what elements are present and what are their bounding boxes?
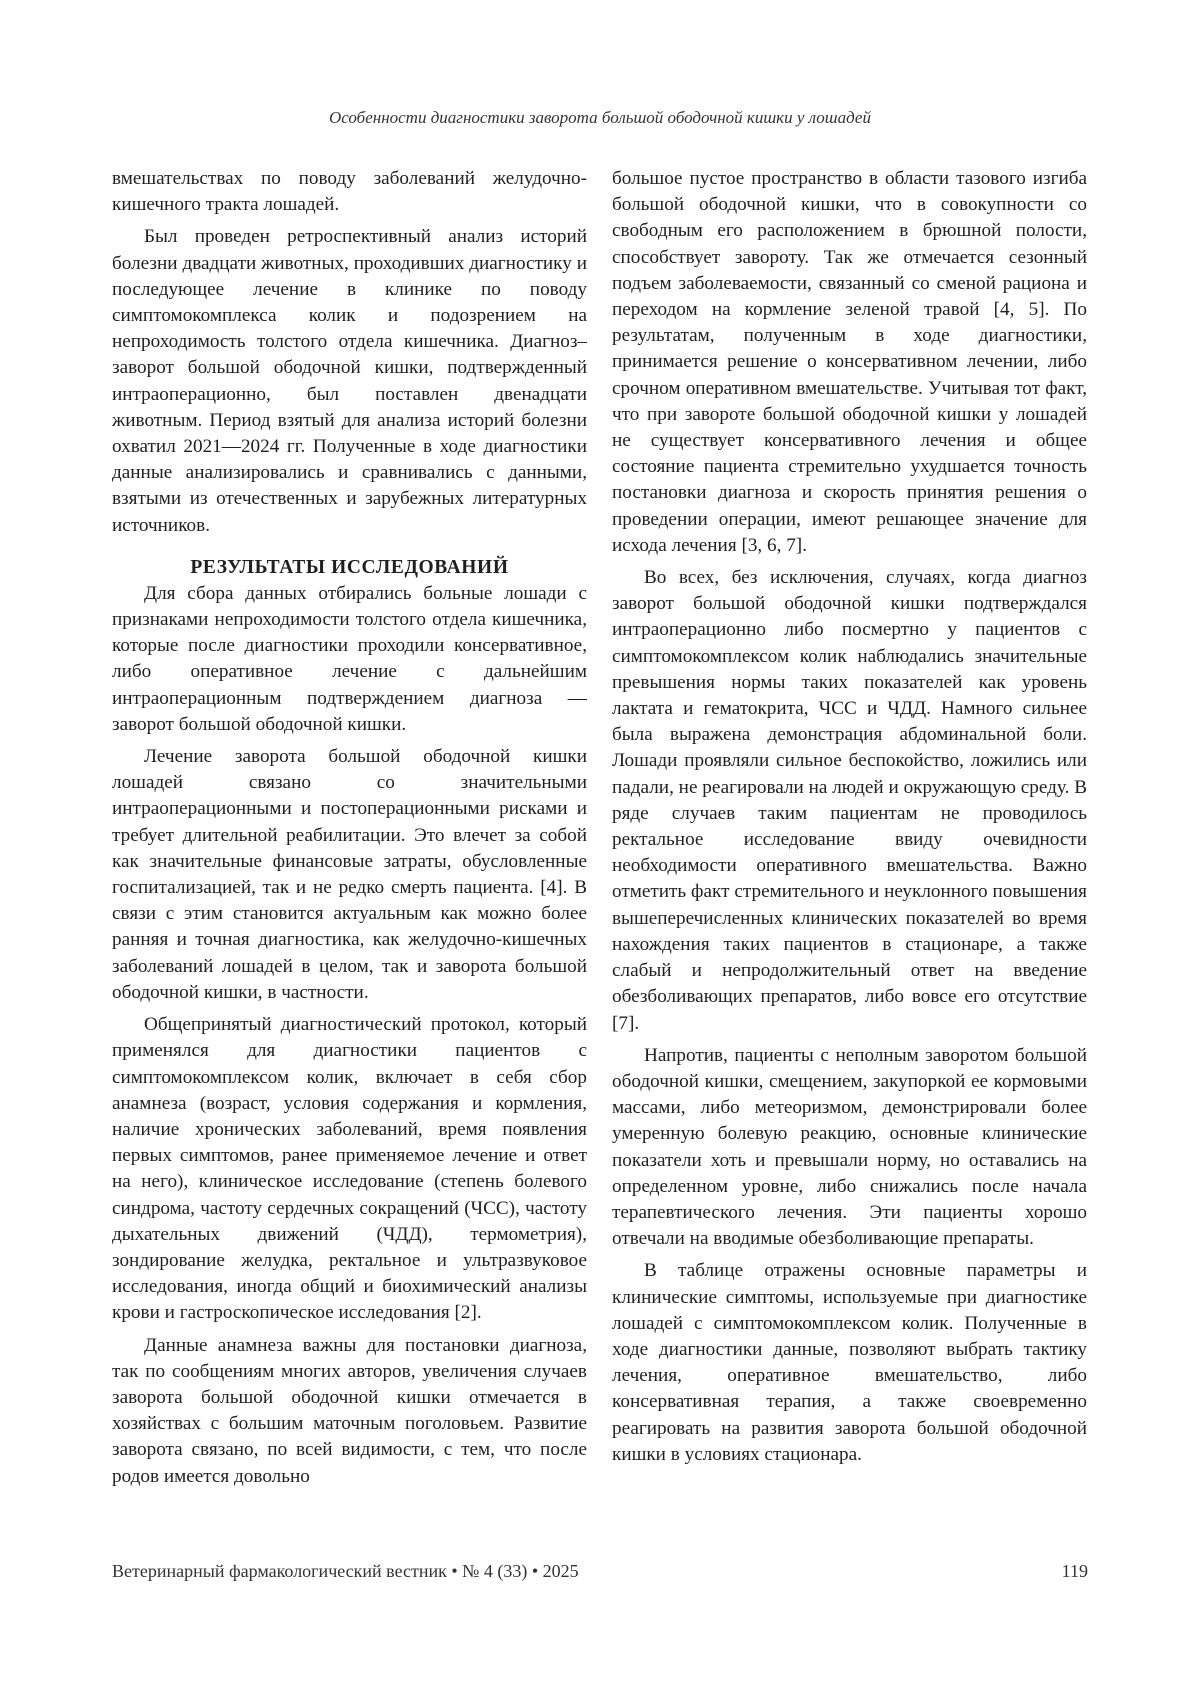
paragraph: Данные анамнеза важны для постановки диагноза, так по сообщениям многих авторов, увеличения случаев заворота большой ободочной кишки отмечается в хозяйствах с большим маточным поголовьем. Развитие заворота связано, по всей видимости, с тем, что после родов имеется довольно <box>112 1334 587 1487</box>
paragraph: Был проведен ретроспективный анализ историй болезни двадцати животных, проходивших диагностику и последующее лечение в клинике по поводу симптомокомплекса колик и подозрением на непроходимость толстого отдела кишечника. Диагноз–заворот большой ободочной кишки, подтвержденный интраоперационно, был поставлен двенадцати животным. Период взятый для анализа историй болезни охватил 2021—2024 гг. Полученные в ходе диагностики данные анализировались и сравнивались с данными, взятыми из отечественных и зарубежных литературных источников. <box>112 226 587 536</box>
paragraph: Во всех, без исключения, случаях, когда диагноз заворот большой ободочной кишки подтверждался интраоперационно либо посмертно у пациентов с симптомокомплексом колик наблюдались значительные превышения нормы таких показателей как уровень лактата и гематокрита, ЧСС и ЧДД. Намного сильнее была выражена демонстрация абдоминальной боли. Лошади проявляли сильное беспокойство, ложились или падали, не реагировали на людей и окружающую среду. В ряде случаев таким пациентам не проводилось ректальное исследование ввиду очевидности необходимости оперативного вмешательства. Важно отметить факт стремительного и неуклонного повышения вышеперечисленных клинических показателей во время нахождения таких пациентов в стационаре, а также слабый и непродолжительный ответ на введение обезболивающих препаратов, либо вовсе его отсутствие [7]. <box>612 567 1087 1034</box>
journal-info: Ветеринарный фармакологический вестник • № 4 (33) • 2025 <box>112 1561 579 1581</box>
paragraph: Для сбора данных отбирались больные лошади с признаками непроходимости толстого отдела кишечника, которые после диагностики проходили консервативное, либо оперативное лечение с дальнейшим интраоперационным подтверждением диагноза — заворот большой ободочной кишки. <box>112 582 587 735</box>
paragraph: Лечение заворота большой ободочной кишки лошадей связано со значительными интраоперационными и постоперационными рисками и требует длительной реабилитации. Это влечет за собой как значительные финансовые затраты, обусловленные госпитализацией, так и не редко смерть пациента. [4]. В связи с этим становится актуальным как можно более ранняя и точная диагностика, как желудочно-кишечных заболеваний лошадей в целом, так и заворота большой ободочной кишки, в частности. <box>112 746 587 1003</box>
paragraph: вмешательствах по поводу заболеваний желудочно-кишечного тракта лошадей. <box>112 168 587 216</box>
paragraph: Напротив, пациенты с неполным заворотом большой ободочной кишки, смещением, закупоркой ее кормовыми массами, либо метеоризмом, демонстрировали более умеренную болевую реакцию, основные клинические показатели хоть и превышали норму, но оставались на определенном уровне, либо снижались после начала терапевтического лечения. Эти пациенты хорошо отвечали на вводимые обезболивающие препараты. <box>612 1044 1087 1250</box>
paragraph: В таблице отражены основные параметры и клинические симптомы, используемые при диагностике лошадей с симптомокомплексом колик. Полученные в ходе диагностики данные, позволяют выбрать тактику лечения, оперативное вмешательство, либо консервативная терапия, а также своевременно реагировать на развития заворота большой ободочной кишки в условиях стационара. <box>612 1260 1087 1465</box>
section-heading: РЕЗУЛЬТАТЫ ИССЛЕДОВАНИЙ <box>190 556 509 578</box>
paragraph: большое пустое пространство в области тазового изгиба большой ободочной кишки, что в совокупности со свободным его расположением в брюшной полости, способствует завороту. Так же отмечается сезонный подъем заболеваемости, связанный со сменой рациона и переходом на кормление зеленой травой [4, 5]. По результатам, полученным в ходе диагностики, принимается решение о консервативном лечении, либо срочном оперативном вмешательстве. Учитывая тот факт, что при завороте большой ободочной кишки у лошадей не существует консервативного лечения и общее состояние пациента стремительно ухудшается точность постановки диагноза и скорость принятия решения о проведении операции, имеют решающее значение для исхода лечения [3, 6, 7]. <box>612 168 1087 556</box>
page-number: 119 <box>1061 1561 1088 1581</box>
page-footer <box>112 1561 1088 1582</box>
running-head: Особенности диагностики заворота большой ободочной кишки у лошадей <box>329 108 871 127</box>
right-column <box>612 166 1087 1474</box>
left-column <box>112 166 587 1496</box>
paragraph: Общепринятый диагностический протокол, который применялся для диагностики пациентов с симптомокомплексом колик, включает в себя сбор анамнеза (возраст, условия содержания и кормления, наличие хронических заболеваний, время появления первых симптомов, ранее применяемое лечение и ответ на него), клиническое исследование (степень болевого синдрома, частоту сердечных сокращений (ЧСС), частоту дыхательных движений (ЧДД), термометрия), зондирование желудка, ректальное и ультразвуковое исследования, иногда общий и биохимический анализы крови и гастроскопическое исследования [2]. <box>112 1014 587 1324</box>
